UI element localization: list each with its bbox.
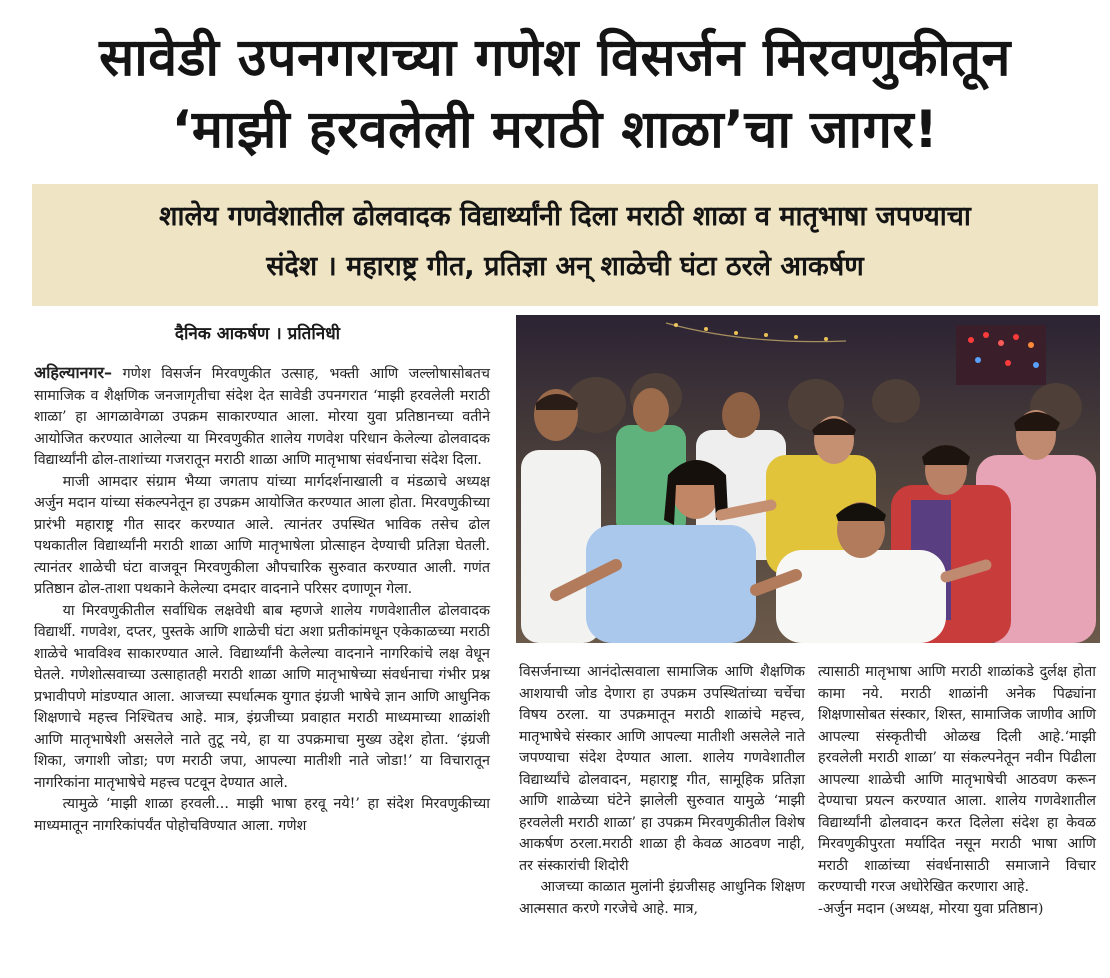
headline-line-2: ‘माझी हरवलेली मराठी शाळा’चा जागर! — [171, 100, 939, 160]
deck-line-2: संदेश । महाराष्ट्र गीत, प्रतिज्ञा अन् शाळेची घंटा ठरले आकर्षण — [266, 251, 864, 282]
photo-illustration — [516, 315, 1100, 643]
article-paragraph: त्यामुळे ‘माझी शाळा हरवली... माझी भाषा हरवू नये!’ हा संदेश मिरवणुकीच्या माध्यमातून नागरिकांपर्यंत पोहोचविण्यात आला. गणेश — [34, 796, 490, 834]
quote-attribution: -अर्जुन मदान (अध्यक्ष, मोरया युवा प्रतिष्ठान) — [818, 900, 1044, 917]
article-paragraph: आजच्या काळात मुलांनी इंग्रजीसह आधुनिक शिक्षण आत्मसात करणे गरजेचे आहे. मात्र, — [519, 879, 805, 917]
article-column-1 — [34, 362, 490, 837]
headline — [0, 22, 1110, 166]
deck-line-1: शालेय गणवेशातील ढोलवादक विद्यार्थ्यांनी दिला मराठी शाळा व मातृभाषा जपण्याचा — [159, 201, 971, 232]
paragraph-text: गणेश विसर्जन मिरवणुकीत उत्साह, भक्ती आणि जल्लोषासोबतच सामाजिक व शैक्षणिक जनजागृतीचा संदेश देत सावेडी उपनगरात ‘माझी हरवलेली मराठी शाळा’ हा आगळावेगळा उपक्रम साकारण्यात आला. मोरया युवा प्रतिष्ठानच्या वतीने आयोजित करण्यात आलेल्या या मिरवणुकीत शालेय गणवेश परिधान केलेल्या ढोलवादक विद्यार्थ्यांनी ढोल-ताशांच्या गजरातून मराठी शाळा आणि मातृभाषा संवर्धनाचा संदेश दिला. — [34, 366, 490, 468]
dateline: अहिल्यानगर– — [34, 363, 113, 382]
article-paragraph: विसर्जनाच्या आनंदोत्सवाला सामाजिक आणि शैक्षणिक आशयाची जोड देणारा हा उपक्रम उपस्थितांच्या चर्चेचा विषय ठरला. या उपक्रमातून मराठी शाळांचे महत्त्व, मातृभाषेचे संस्कार आणि आपल्या मातीशी असलेले नाते जपण्याचा संदेश देण्यात आला. शालेय गणवेशातील विद्यार्थ्यांचे ढोलवादन, महाराष्ट्र गीत, सामूहिक प्रतिज्ञा आणि शाळेच्या घंटेने झालेली सुरुवात यामुळे ‘माझी हरवलेली मराठी शाळा’ हा उपक्रम मिरवणुकीतील विशेष आकर्षण ठरला.मराठी शाळा ही केवळ आठवण नाही, तर संस्कारांची शिदोरी — [519, 664, 805, 874]
article-paragraph — [34, 362, 490, 472]
news-photo — [516, 315, 1100, 643]
article-paragraph: त्यासाठी मातृभाषा आणि मराठी शाळांकडे दुर्लक्ष होता कामा नये. मराठी शाळांनी अनेक पिढ्यांना शिक्षणासोबत संस्कार, शिस्त, सामाजिक जाणीव आणि आपल्या संस्कृतीची ओळख दिली आहे.‘माझी हरवलेली मराठी शाळा’ या संकल्पनेतून नवीन पिढीला आपल्या शाळेची आणि मातृभाषेची आठवण करून देण्याचा प्रयत्न करण्यात आला. शालेय गणवेशातील विद्यार्थ्यांनी ढोलवादन करत दिलेला संदेश हा केवळ मिरवणुकीपुरता मर्यादित नसून मराठी भाषा आणि मराठी शाळांच्या संवर्धनासाठी समाजाने विचार करण्याची गरज अधोरेखित करणारा आहे. — [818, 664, 1096, 895]
headline-line-1: सावेडी उपनगराच्या गणेश विसर्जन मिरवणुकीतून — [99, 28, 1011, 88]
article-column-3 — [818, 662, 1096, 920]
subheadline-deck — [32, 184, 1098, 306]
article-column-2 — [519, 662, 805, 920]
byline: दैनिक आकर्षण । प्रतिनिधी — [174, 324, 341, 344]
article-paragraph: या मिरवणुकीतील सर्वाधिक लक्षवेधी बाब म्हणजे शालेय गणवेशातील ढोलवादक विद्यार्थी. गणवेश, दप्तर, पुस्तके आणि शाळेची घंटा अशा प्रतीकांमधून एकेकाळच्या मराठी शाळेचे भावविश्व साकारण्यात आले. विद्यार्थ्यांनी केलेल्या वादनाने नागरिकांचे लक्ष वेधून घेतले. गणेशोत्सवाच्या उत्साहातही मराठी शाळा आणि मातृभाषेच्या संवर्धनाचा गंभीर प्रश्न प्रभावीपणे मांडण्यात आला. आजच्या स्पर्धात्मक युगात इंग्रजी भाषेचे ज्ञान आणि आधुनिक शिक्षणाचे महत्त्व निश्चितच आहे. मात्र, इंग्रजीच्या प्रवाहात मराठी माध्यमाच्या शाळांशी आणि मातृभाषेशी असलेले नाते तुटू नये, हा या उपक्रमाचा मुख्य उद्देश होता. ‘इंग्रजी शिका, जगाशी जोडा; पण मराठी जपा, आपल्या मातीशी नाते जोडा!’ या विचारातून नागरिकांना मातृभाषेचे महत्त्व पटवून देण्यात आले. — [34, 602, 490, 791]
article-paragraph: माजी आमदार संग्राम भैय्या जगताप यांच्या मार्गदर्शनाखाली व मंडळाचे अध्यक्ष अर्जुन मदान यांच्या संकल्पनेतून हा उपक्रम आयोजित करण्यात आला होता. मिरवणुकीच्या प्रारंभी महाराष्ट्र गीत सादर करण्यात आले. त्यानंतर उपस्थित भाविक तसेच ढोल पथकातील विद्यार्थ्यांनी मराठी शाळा आणि मातृभाषेला प्रोत्साहन देण्याची प्रतिज्ञा घेतली. त्यानंतर शाळेची घंटा वाजवून मिरवणुकीला औपचारिक सुरुवात करण्यात आली. गणंत प्रतिष्ठान ढोल-ताशा पथकाने केलेल्या दमदार वादनाने परिसर दणाणून गेला. — [34, 473, 490, 597]
